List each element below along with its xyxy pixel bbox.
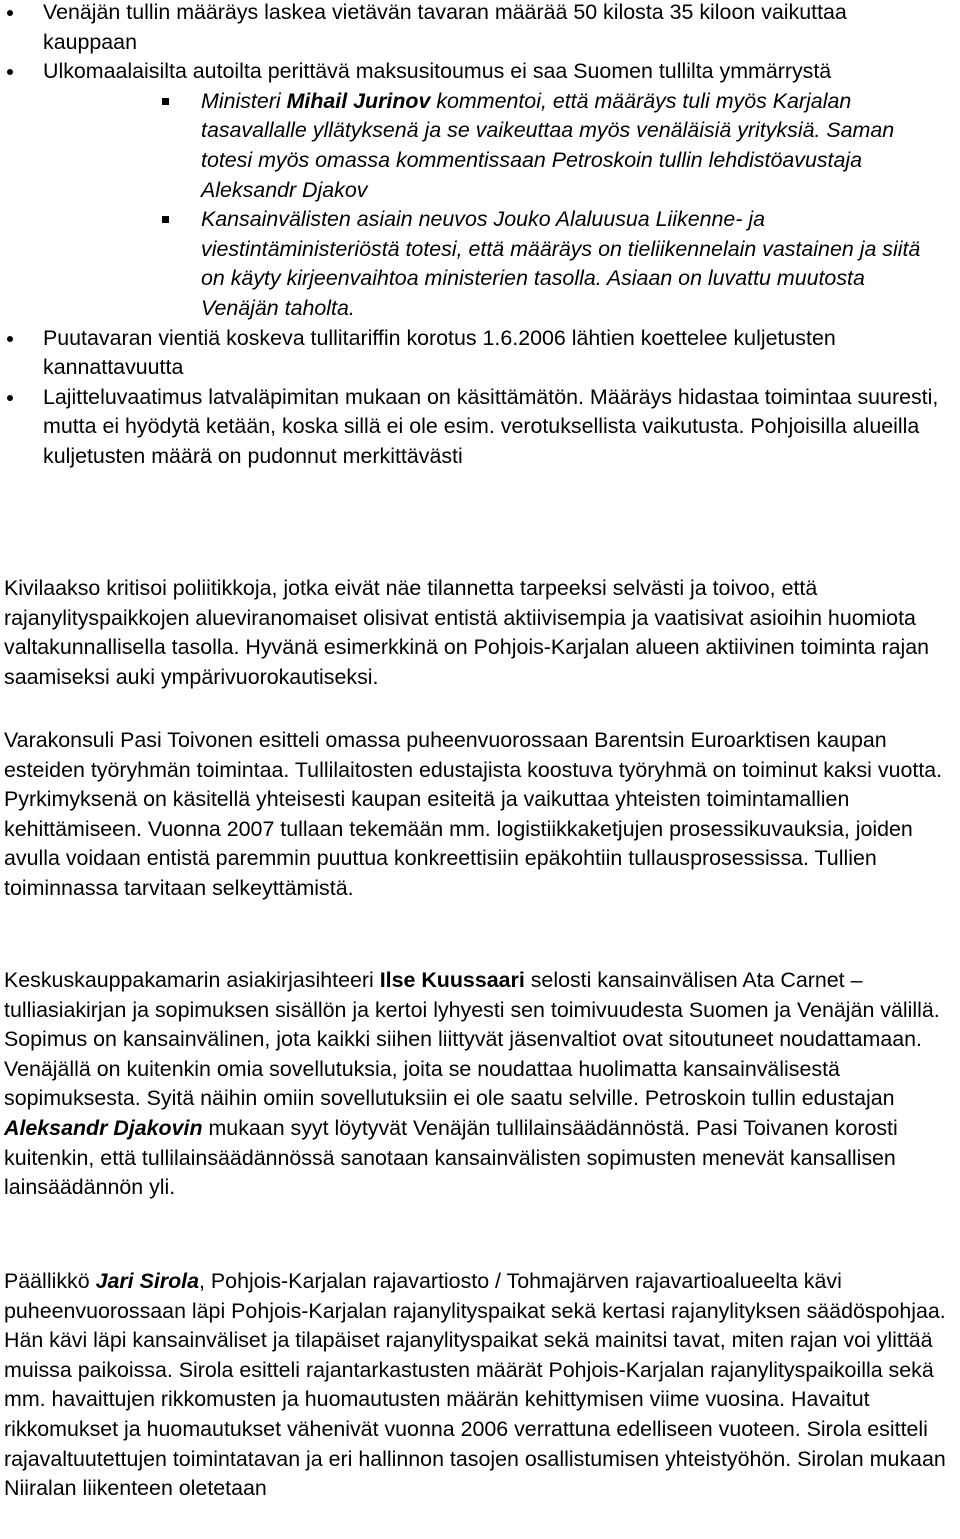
square-bullet-icon: [162, 216, 169, 223]
bullet-text: Puutavaran vientiä koskeva tullitariffin korotus 1.6.2006 lähtien koettelee kuljetusten kannattavuutta: [43, 325, 836, 380]
person-name: Ilse Kuussaari: [379, 968, 525, 992]
square-bullet-icon: [162, 98, 169, 105]
bullet-dot-icon: [7, 69, 13, 75]
bullet-list: [0, 0, 960, 472]
paragraph-kuussaari: Keskuskauppakamarin asiakirjasihteeri Ilse Kuussaari selosti kansainvälisen Ata Carnet – tulliasiakirjan ja sopimuksen sisällön ja kertoi lyhyesti sen toimivuudesta Suomen ja Venäjän välillä. Sopimus on kansainvälinen, jota kaikki siihen liittyvät jäsenvaltiot ovat sitoutuneet noudattamaan. Venäjällä on kuitenkin omia sovellutuksia, joita se noudattaa huolimatta kansainvälisestä sopimuksesta. Syitä näihin omiin sovellutuksiin ei ole saatu selville. Petroskoin tullin edustajan Aleksandr Djakovin mukaan syyt löytyvät Venäjän tullilainsäädännöstä. Pasi Toivanen korosti kuitenkin, että tullilainsäädännössä sanotaan kansainvälisten sopimusten menevät kansallisen lainsäädännön yli.: [4, 968, 940, 1200]
bullet-item: [0, 324, 940, 383]
bullet-item: [0, 383, 940, 472]
sub-bullet-text: Ministeri Mihail Jurinov kommentoi, että määräys tuli myös Karjalan tasavallalle yllätyksenä ja se vaikeuttaa myös venäläisiä yrityksiä. Saman totesi myös omassa kommentissaan Petroskoin tullin lehdistöavustaja Aleksandr Djakov: [201, 88, 895, 202]
person-name: Mihail Jurinov: [286, 88, 431, 113]
person-name: Jari Sirola: [95, 1269, 200, 1293]
paragraph-toivonen: Varakonsuli Pasi Toivonen esitteli omassa puheenvuorossaan Barentsin Euroarktisen kaupan esteiden työryhmän toimintaa. Tullilaitosten edustajista koostuva työryhmä on toiminut kaksi vuotta. Pyrkimyksenä on käsitellä yhteisesti kaupan esiteitä ja vaikuttaa yhteisten toimintamallien kehittämiseen. Vuonna 2007 tullaan tekemään mm. logistiikkaketjujen prosessikuvauksia, joiden avulla voidaan entistä paremmin puuttua konkreettisiin epäkohtiin tullausprosessissa. Tullien toiminnassa tarvitaan selkeyttämistä.: [4, 728, 943, 900]
bullet-dot-icon: [7, 10, 13, 16]
person-name: Aleksandr Djakovin: [4, 1115, 203, 1140]
paragraph-sirola: Päällikkö Jari Sirola, Pohjois-Karjalan rajavartiosto / Tohmajärven rajavartioalueelta kävi puheenvuorossaan läpi Pohjois-Karjalan rajanylityspaikat sekä kertasi rajanylityksen säädöspohjaa. Hän kävi läpi kansainväliset ja tilapäiset rajanylityspaikat sekä mainitsi tavat, miten rajan voi ylittää muissa paikoissa. Sirola esitteli rajantarkastusten määrät Pohjois-Karjalan rajanylityspaikoilla sekä mm. havaittujen rikkomusten ja huomautusten määrän kehittymisen viime vuosina. Havaitut rikkomukset ja huomautukset vähenivät vuonna 2006 verrattuna edelliseen vuoteen. Sirola esitteli rajavaltuutettujen toimintatavan ja eri hallinnon tasojen osallistumisen yhteistyöhön. Sirolan mukaan Niiralan liikenteen oletetaan: [4, 1269, 946, 1501]
bullet-dot-icon: [7, 336, 13, 342]
bullet-item: [0, 57, 940, 87]
bullet-text: Venäjän tullin määräys laskea vietävän tavaran määrää 50 kilosta 35 kiloon vaikuttaa kauppaan: [43, 0, 847, 54]
bullet-text: Ulkomaalaisilta autoilta perittävä maksusitoumus ei saa Suomen tullilta ymmärrystä: [43, 59, 832, 84]
sub-bullet-text: Kansainvälisten asiain neuvos Jouko Alaluusua Liikenne- ja viestintäministeriöstä totesi, että määräys on tieliikennelain vastainen ja siitä on käyty kirjeenvaihtoa ministerien tasolla. Asiaan on luvattu muutosta Venäjän taholta.: [201, 207, 921, 320]
paragraph-kivilaakso: Kivilaakso kritisoi poliitikkoja, jotka eivät näe tilannetta tarpeeksi selvästi ja toivoo, että rajanylityspaikkojen alueviranomaiset olisivat entistä aktiivisempia ja vaatisivat asioihin huomiota valtakunnallisella tasolla. Hyvänä esimerkkinä on Pohjois-Karjalan alueen aktiivinen toiminta rajan saamiseksi auki ympärivuorokautiseksi.: [4, 576, 930, 689]
bullet-text: Lajitteluvaatimus latvaläpimitan mukaan on käsittämätön. Määräys hidastaa toimintaa suuresti, mutta ei hyödytä ketään, koska sillä ei ole esim. verotuksellista vaikutusta. Pohjoisilla alueilla kuljetusten määrä on pudonnut merkittävästi: [43, 384, 939, 468]
sub-bullet-item: [0, 87, 921, 205]
bullet-item: [0, 0, 940, 57]
sub-bullet-list: [0, 87, 960, 324]
bullet-dot-icon: [7, 395, 13, 401]
sub-bullet-item: [0, 205, 921, 323]
